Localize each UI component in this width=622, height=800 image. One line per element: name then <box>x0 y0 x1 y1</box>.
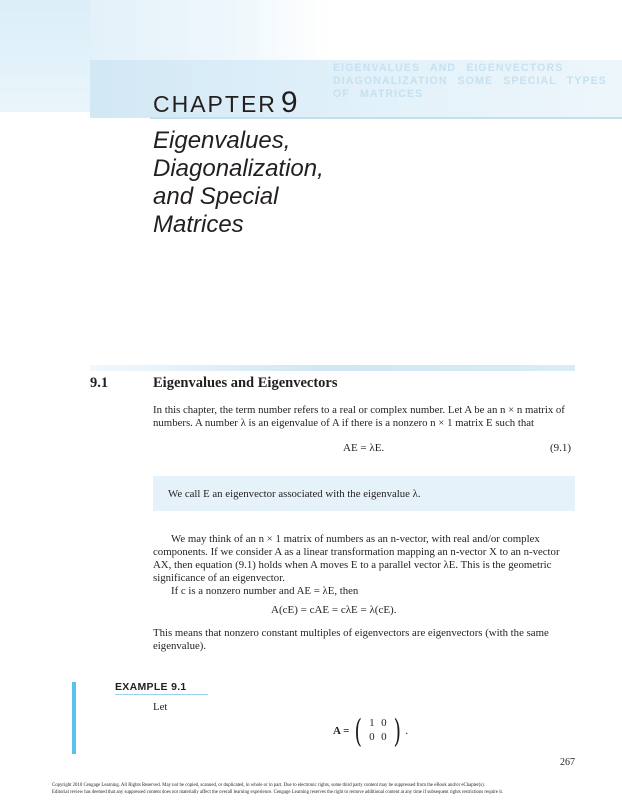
example-matrix-equation <box>333 712 409 750</box>
equation-scalar-multiple: A(cE) = cAE = cλE = λ(cE). <box>271 604 397 616</box>
matrix-cell: 1 <box>369 717 375 729</box>
paragraph-line: We may think of an n × 1 matrix of numbers as an n-vector, with real and/or complex <box>171 533 540 545</box>
running-head-line1: EIGENVALUES AND EIGENVECTORS <box>333 62 564 74</box>
chapter-title-line: Matrices <box>153 211 244 238</box>
chapter-word: CHAPTER <box>153 91 277 117</box>
intro-paragraph <box>153 404 575 430</box>
page-number: 267 <box>560 757 575 768</box>
equation-9-1-number: (9.1) <box>550 442 572 454</box>
right-paren-icon: ) <box>393 712 401 750</box>
paragraph-line: If c is a nonzero number and AE = λE, then <box>171 585 359 597</box>
example-accent-bar <box>72 682 76 754</box>
matrix-trail: . <box>405 725 409 737</box>
matrix-cell: 0 <box>381 731 387 743</box>
chapter-title-line: Eigenvalues, <box>153 127 291 154</box>
example-let: Let <box>153 701 168 713</box>
example-label: EXAMPLE 9.1 <box>115 681 187 693</box>
matrix-cell: 0 <box>369 731 375 743</box>
paragraph-2 <box>153 533 575 598</box>
matrix-cell: 0 <box>381 717 387 729</box>
copyright-notice <box>52 782 572 796</box>
header-banner-left <box>0 0 90 112</box>
paragraph-3 <box>153 627 575 653</box>
chapter-title <box>153 127 324 239</box>
running-head-line2: DIAGONALIZATION SOME SPECIAL TYPES <box>333 75 607 87</box>
chapter-title-line: Diagonalization, <box>153 155 324 182</box>
matrix-lhs: A = <box>333 725 350 737</box>
matrix-grid <box>366 717 390 745</box>
running-head <box>333 62 618 101</box>
chapter-number: 9 <box>280 86 298 119</box>
section-number: 9.1 <box>90 375 109 391</box>
copyright-line: Copyright 2010 Cengage Learning. All Rights Reserved. May not be copied, scanned, or duplicated, in whole or in part. Due to electronic rights, some third party content may be suppressed from the eBook and/or eChapter(s). <box>52 783 485 788</box>
intro-line: numbers. A number λ is an eigenvalue of A if there is a nonzero n × 1 matrix E such that <box>153 417 535 429</box>
running-head-line3: OF MATRICES <box>333 88 424 100</box>
paragraph-line: components. If we consider A as a linear transformation mapping an n-vector X to an n-vector <box>153 546 560 558</box>
paragraph-line: significance of an eigenvector. <box>153 572 285 584</box>
paragraph-line: AX, then equation (9.1) holds when A moves E to a parallel vector λE. This is the geometric <box>153 559 552 571</box>
paragraph-line: This means that nonzero constant multiples of eigenvectors are eigenvectors (with the same <box>153 627 549 639</box>
example-rule <box>115 694 208 695</box>
intro-line: In this chapter, the term number refers to a real or complex number. Let A be an n × n matrix of <box>153 404 565 416</box>
chapter-title-line: and Special <box>153 183 279 210</box>
copyright-line: Editorial review has deemed that any suppressed content does not materially affect the overall learning experience. Cengage Learning reserves the right to remove additional content at any time if subsequent rights restrictions require it. <box>52 790 504 795</box>
equation-9-1: AE = λE. <box>343 442 385 454</box>
definition-text: We call E an eigenvector associated with the eigenvalue λ. <box>168 488 421 500</box>
chapter-label <box>153 86 298 120</box>
section-title: Eigenvalues and Eigenvectors <box>153 375 338 391</box>
paragraph-line: eigenvalue). <box>153 640 207 652</box>
section-rule <box>90 365 575 371</box>
left-paren-icon: ( <box>354 712 363 750</box>
